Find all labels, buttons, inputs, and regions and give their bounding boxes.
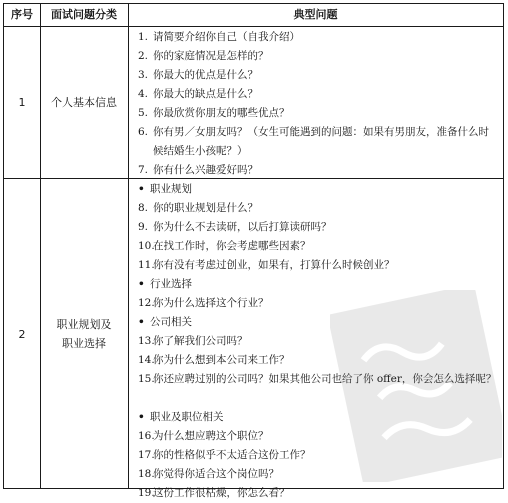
row1-category-text: 个人基本信息 xyxy=(51,96,117,109)
header-category: 面试问题分类 xyxy=(51,8,117,21)
list-item: 17. 你的性格似乎不太适合这份工作？ xyxy=(138,449,311,461)
bullet-icon: • xyxy=(138,278,145,290)
list-item: 16. 为什么想应聘这个职位？ xyxy=(138,430,269,442)
list-item: 10. 在找工作时，你会考虑哪些因素？ xyxy=(138,240,311,252)
list-item: 3. 你最大的优点是什么？ xyxy=(138,69,258,81)
row2-category-line2: 职业选择 xyxy=(62,337,106,350)
list-item: 12. 你为什么选择这个行业？ xyxy=(138,297,269,309)
list-item: 1. 请简要介绍你自己（自我介绍） xyxy=(138,31,300,43)
row1-question-list xyxy=(128,28,503,180)
bullet-icon: • xyxy=(138,411,145,423)
row1-no: 1 xyxy=(18,96,26,109)
bullet-icon: • xyxy=(138,183,145,195)
list-item: 6. 你有男／女朋友吗？（女生可能遇到的问题：如果有男朋友，准备什么时候结婚生小孩呢？） xyxy=(138,126,489,157)
list-item: 8. 你的职业规划是什么？ xyxy=(138,202,258,214)
list-item: 14. 你为什么想到本公司来工作？ xyxy=(138,354,290,366)
list-item: 11. 你有没有考虑过创业，如果有，打算什么时候创业？ xyxy=(138,259,395,271)
bullet-icon: • xyxy=(138,316,145,328)
watermark-stamp xyxy=(330,290,502,482)
header-no: 序号 xyxy=(11,8,33,21)
list-item: 18. 你觉得你适合这个岗位吗？ xyxy=(138,468,279,480)
row1-category xyxy=(40,27,128,178)
group-heading: • 公司相关 xyxy=(128,313,503,332)
list-item: 9. 你为什么不去读研，以后打算读研吗？ xyxy=(138,221,332,233)
list-item: 7. 你有什么兴趣爱好吗？ xyxy=(138,164,258,176)
header-questions: 典型问题 xyxy=(293,8,338,21)
list-item: 13. 你了解我们公司吗？ xyxy=(138,335,248,347)
group-heading: • 行业选择 xyxy=(128,275,503,294)
row2-no: 2 xyxy=(18,327,26,341)
group-heading: • 职业规划 xyxy=(128,180,503,199)
list-item: 19. 这份工作很枯燥，你怎么看？ xyxy=(138,487,290,499)
list-item: 5. 你最欣赏你朋友的哪些优点？ xyxy=(138,107,290,119)
list-item: 15. 你还应聘过别的公司吗？如果其他公司也给了你 offer，你会怎么选择呢？ xyxy=(138,373,497,385)
list-item: 2. 你的家庭情况是怎样的？ xyxy=(138,50,269,62)
row2-category-line1: 职业规划及 xyxy=(56,318,112,331)
group-heading: • 职业及职位相关 xyxy=(128,408,503,427)
row2-category xyxy=(40,179,128,489)
list-item: 4. 你最大的缺点是什么？ xyxy=(138,88,258,100)
